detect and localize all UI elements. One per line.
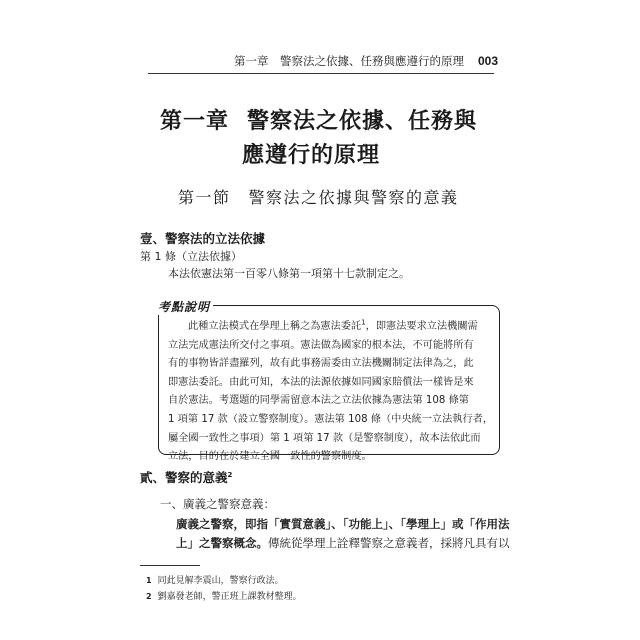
kaodian-line-2: 立法完成憲法所交付之事項。憲法做為國家的根本法，不可能將所有	[168, 339, 474, 351]
part2-para-line2: 上」之警察概念。傳統從學理上詮釋警察之意義者，採將凡具有以	[176, 536, 510, 550]
header-rule	[148, 73, 494, 74]
article-text: 本法依憲法第一百零八條第一項第十七款制定之。	[168, 267, 410, 280]
footnote-rule	[140, 565, 200, 566]
running-header-title: 第一章 警察法之依據、任務與應遵行的原理	[233, 56, 464, 68]
chapter-title	[160, 104, 490, 172]
section-title-text: 警察法之依據與警察的意義	[248, 188, 459, 207]
kaodian-label: 考點說明	[155, 298, 213, 315]
kaodian-line-1: 此種立法模式在學理上稱之為憲法委託$^1$，即憲法要求立法機關需	[188, 318, 478, 332]
chapter-label: 第一章	[160, 108, 230, 134]
part1-heading: 壹、警察法的立法依據	[140, 231, 266, 246]
chapter-title-line2: 應遵行的原理	[242, 142, 381, 168]
part2-subheading: 一、廣義之警察意義：	[160, 497, 275, 511]
kaodian-line-5: 自於憲法。考選題的同學需留意本法之立法依據為憲法第 108 條第	[168, 395, 469, 407]
kaodian-line-7: 屬全國一致性之事項）第 1 項第 17 款（是警察制度），故本法依此而	[168, 432, 481, 444]
section-label: 第一節	[178, 188, 231, 207]
part2-para-line1: 廣義之警察，即指「實質意義」、「功能上」、「學理上」或「作用法	[176, 517, 510, 531]
running-header	[148, 52, 498, 70]
chapter-title-line1: 警察法之依據、任務與	[247, 108, 478, 134]
page-number: 003	[477, 54, 498, 68]
kaodian-line-4: 即憲法委託。由此可知，本法的法源依據如同國家賠償法一樣皆是來	[168, 376, 474, 388]
kaodian-text	[168, 318, 494, 467]
kaodian-line-6: 1 項第 17 款（設立警察制度）。憲法第 108 條（中央統一立法執行者，	[168, 413, 494, 425]
article-label: 第 1 條（立法依據）	[140, 250, 242, 263]
section-title	[178, 186, 498, 210]
footnote-2: 2 劉嘉發老師，警正班上課教材整理。	[146, 592, 302, 602]
kaodian-line-3: 有的事物皆詳盡羅列，故有此事務需委由立法機關制定法律為之，此	[168, 358, 474, 370]
part2-heading: 貳、警察的意義$^2$	[140, 470, 233, 485]
kaodian-line-8: 立法，目的在於建立全國一致性的警察制度。	[168, 451, 372, 463]
footnote-1: 1 同此見解李震山，警察行政法。	[146, 576, 284, 586]
